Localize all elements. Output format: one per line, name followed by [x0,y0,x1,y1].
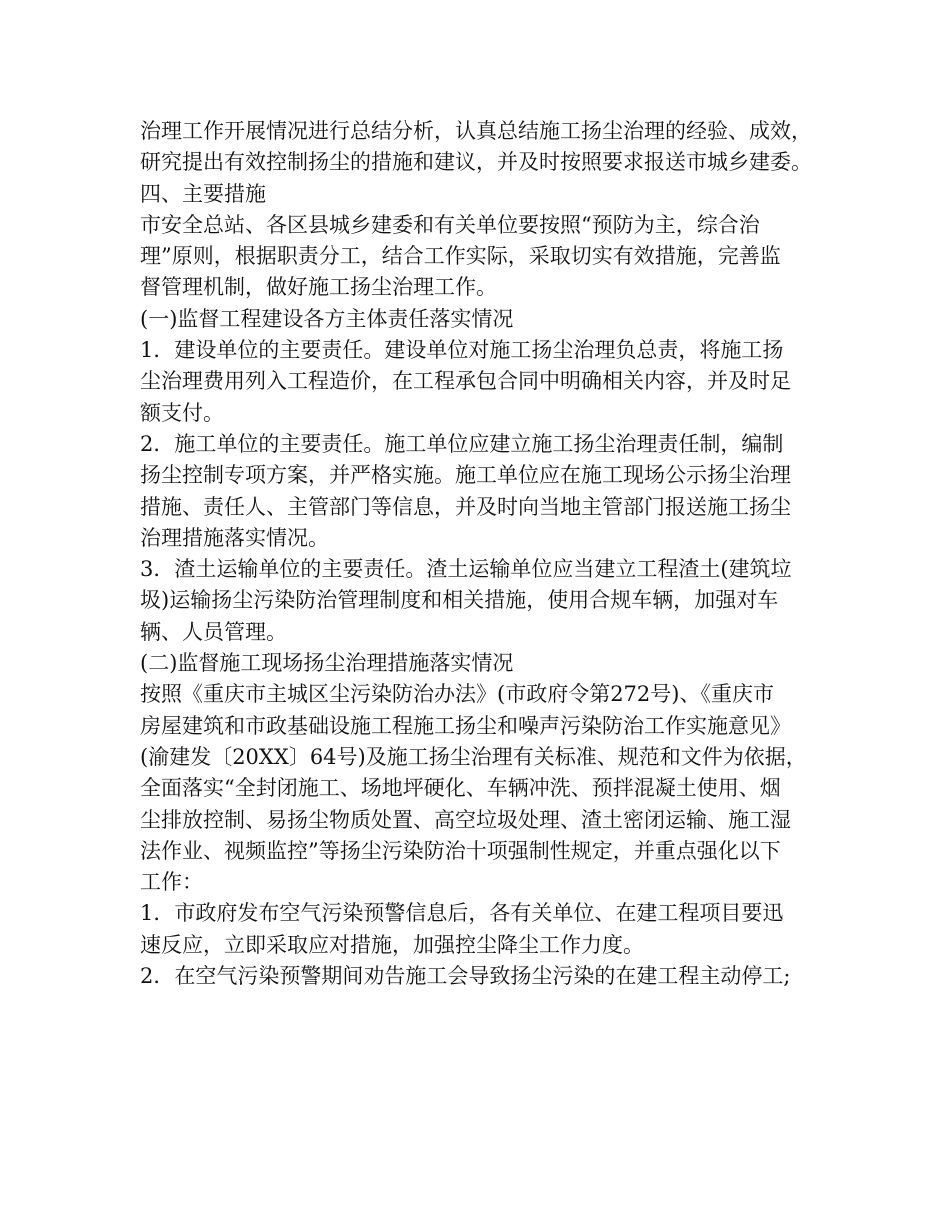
text-line: 2．施工单位的主要责任。施工单位应建立施工扬尘治理责任制，编制 [140,431,784,456]
text-line: 尘治理费用列入工程造价，在工程承包合同中明确相关内容，并及时足 [140,369,791,394]
text-line: 额支付。 [140,400,224,425]
text-line: 3．渣土运输单位的主要责任。渣土运输单位应当建立工程渣土(建筑垃 [140,557,792,582]
subsection-heading: (一)监督工程建设各方主体责任落实情况 [140,306,514,331]
subsection-heading: (二)监督施工现场扬尘治理措施落实情况 [140,651,514,676]
text-line: 督管理机制，做好施工扬尘治理工作。 [140,275,497,300]
text-line: 1．建设单位的主要责任。建设单位对施工扬尘治理负总责，将施工扬 [140,338,784,363]
text-line: 1．市政府发布空气污染预警信息后，各有关单位、在建工程项目要迅 [140,901,784,926]
section-heading: 四、主要措施 [140,181,266,206]
text-line: 治理措施落实情况。 [140,525,329,550]
text-line: 速反应，立即采取应对措施，加强控尘降尘工作力度。 [140,932,644,957]
text-line: 尘排放控制、易扬尘物质处置、高空垃圾处理、渣土密闭运输、施工湿 [140,807,791,832]
text-line: 研究提出有效控制扬尘的措施和建议，并及时按照要求报送市城乡建委。 [140,150,812,175]
text-line: 房屋建筑和市政基础设施工程施工扬尘和噪声污染防治工作实施意见》 [140,713,791,738]
text-line: 按照《重庆市主城区尘污染防治办法》(市政府令第272号)、《重庆市 [140,682,774,707]
text-line: 市安全总站、各区县城乡建委和有关单位要按照“预防为主，综合治 [140,212,760,237]
text-line: 扬尘控制专项方案，并严格实施。施工单位应在施工现场公示扬尘治理 [140,463,791,488]
text-line: 治理工作开展情况进行总结分析，认真总结施工扬尘治理的经验、成效， [140,119,812,143]
text-line: 工作： [140,870,203,895]
text-line: (渝建发〔20XX〕64号)及施工扬尘治理有关标准、规范和文件为依据， [140,744,807,769]
text-line: 法作业、视频监控”等扬尘污染防治十项强制性规定，并重点强化以下 [140,838,781,863]
document-body [140,116,840,992]
text-line: 全面落实“全封闭施工、场地坪硬化、车辆冲洗、预拌混凝土使用、烟 [140,776,781,801]
text-line: 理”原则，根据职责分工，结合工作实际，采取切实有效措施，完善监 [140,244,781,269]
text-line: 措施、责任人、主管部门等信息，并及时向当地主管部门报送施工扬尘 [140,494,791,519]
text-line: 辆、人员管理。 [140,619,287,644]
text-line: 2．在空气污染预警期间劝告施工会导致扬尘污染的在建工程主动停工; [140,964,791,989]
text-line: 圾)运输扬尘污染防治管理制度和相关措施，使用合规车辆，加强对车 [140,588,779,613]
